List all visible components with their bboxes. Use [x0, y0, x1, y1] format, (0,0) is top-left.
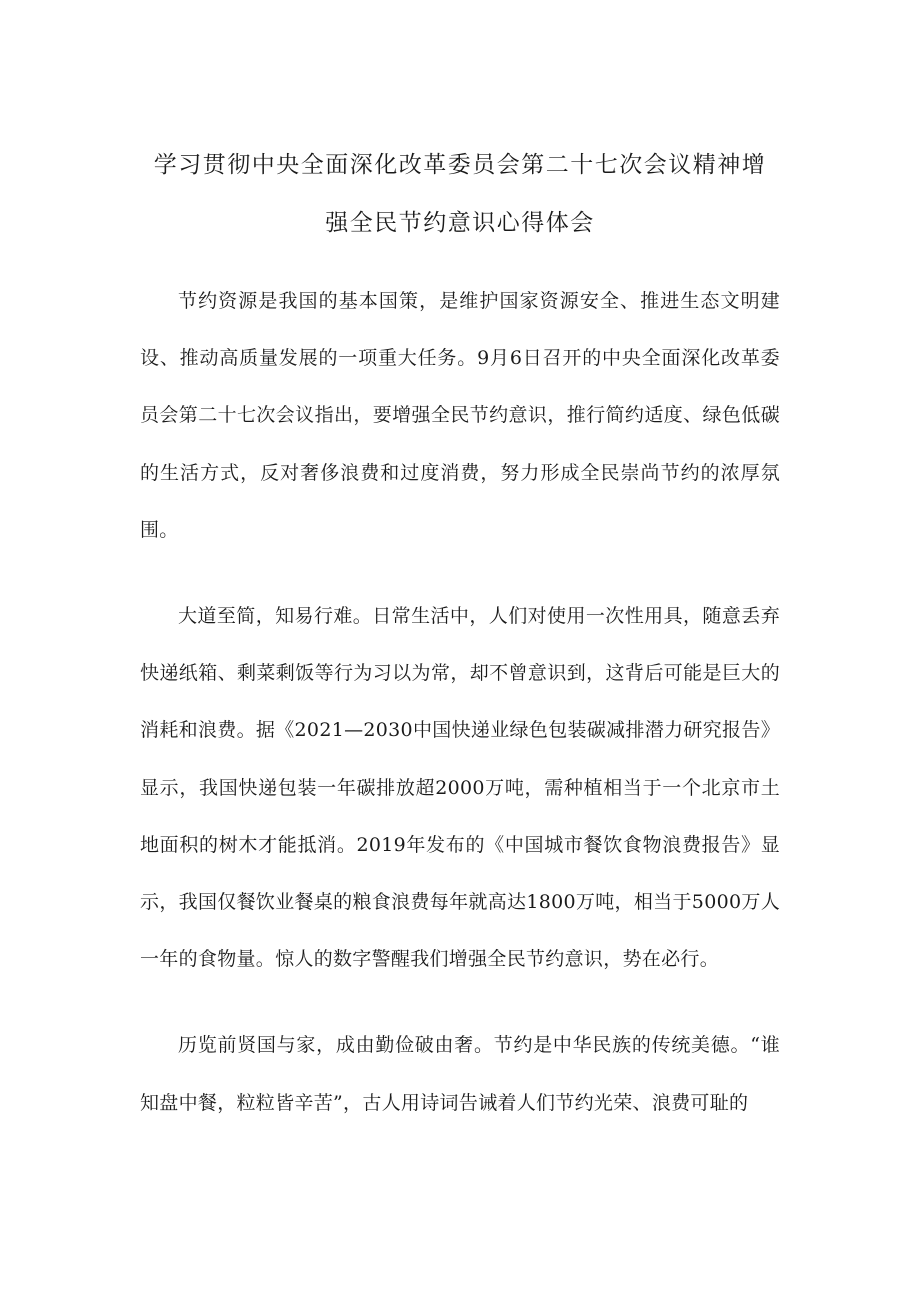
document-body [140, 273, 780, 1132]
title-line-1: 学习贯彻中央全面深化改革委员会第二十七次会议精神增 [153, 152, 767, 178]
title-line-2: 强全民节约意识心得体会 [325, 210, 595, 236]
document-title [140, 136, 780, 252]
paragraph-1: 节约资源是我国的基本国策，是维护国家资源安全、推进生态文明建设、推动高质量发展的一项重大任务。9月6日召开的中央全面深化改革委员会第二十七次会议指出，要增强全民节约意识，推行简约适度、绿色低碳的生活方式，反对奢侈浪费和过度消费，努力形成全民崇尚节约的浓厚氛围。 [140, 290, 780, 541]
paragraph-2: 大道至简，知易行难。日常生活中，人们对使用一次性用具，随意丢弃快递纸箱、剩菜剩饭等行为习以为常，却不曾意识到，这背后可能是巨大的消耗和浪费。据《2021—2030中国快递业绿色包装碳减排潜力研究报告》显示，我国快递包装一年碳排放超2000万吨，需种植相当于一个北京市土地面积的树木才能抵消。2019年发布的《中国城市餐饮食物浪费报告》显示，我国仅餐饮业餐桌的粮食浪费每年就高达1800万吨，相当于5000万人一年的食物量。惊人的数字警醒我们增强全民节约意识，势在必行。 [140, 605, 780, 971]
paragraph-3: 历览前贤国与家，成由勤俭破由奢。节约是中华民族的传统美德。“谁知盘中餐，粒粒皆辛苦”，古人用诗词告诫着人们节约光荣、浪费可耻的 [140, 1034, 780, 1114]
